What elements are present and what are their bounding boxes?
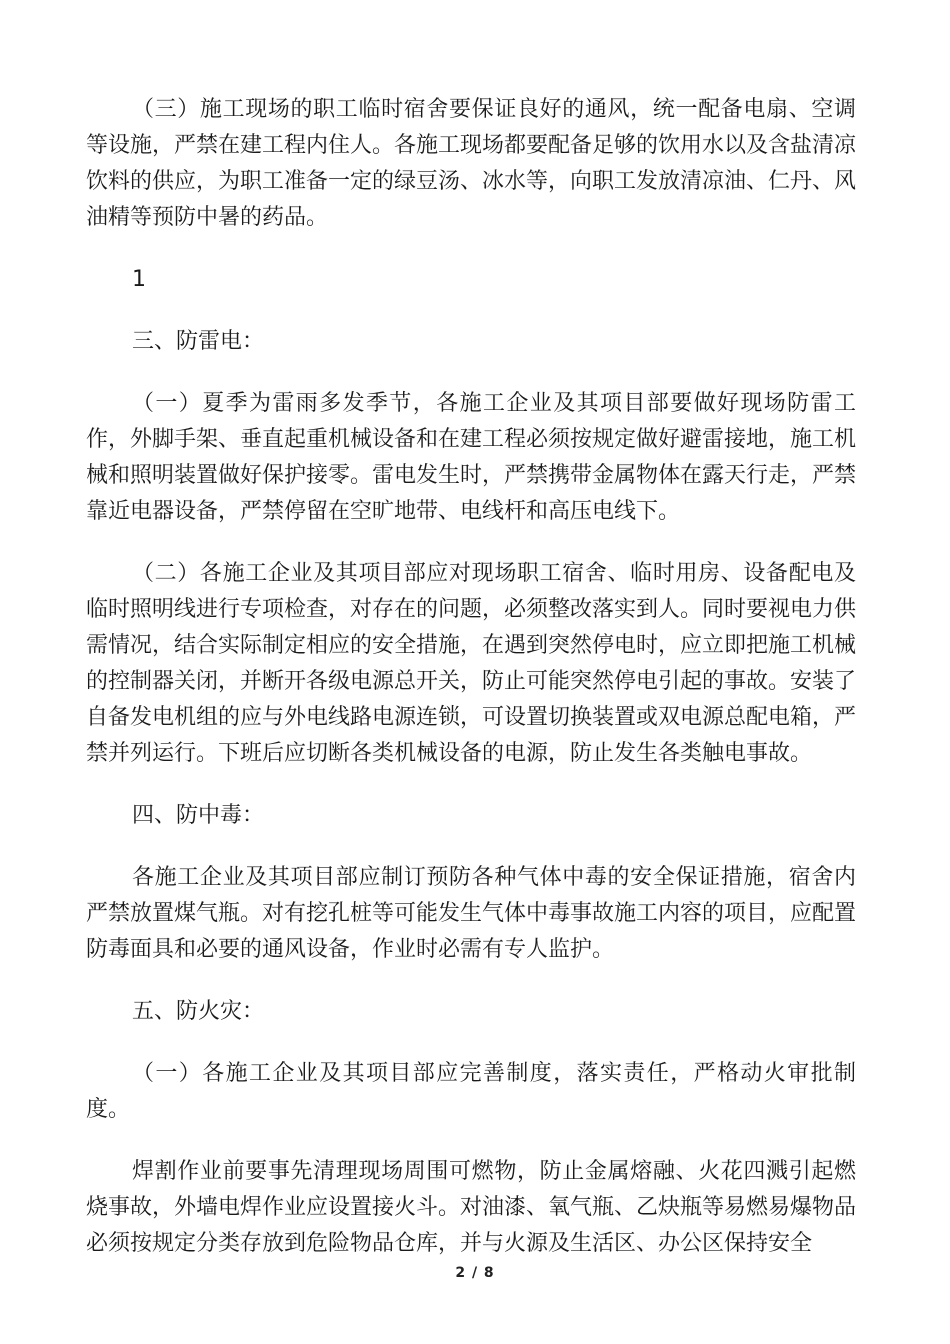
document-body bbox=[86, 92, 856, 1262]
section-heading-fire: 五、防火灾： bbox=[132, 999, 265, 1024]
paragraph-fire-1: （一）各施工企业及其项目部应完善制度，落实责任，严格动火审批制度。 bbox=[86, 1061, 856, 1122]
paragraph-fire-welding: 焊割作业前要事先清理现场周围可燃物，防止金属熔融、火花四溅引起燃烧事故，外墙电焊作业应设置接火斗。对油漆、氧气瓶、乙炔瓶等易燃易爆物品必须按规定分类存放到危险物品仓库，并与火源及生活区、办公区保持安全 bbox=[86, 1159, 857, 1256]
paragraph-poisoning: 各施工企业及其项目部应制订预防各种气体中毒的安全保证措施，宿舍内严禁放置煤气瓶。对有挖孔桩等可能发生气体中毒事故施工内容的项目，应配置防毒面具和必要的通风设备，作业时必需有专人监护。 bbox=[86, 865, 857, 962]
section-heading-poisoning: 四、防中毒： bbox=[132, 803, 265, 828]
paragraph-lightning-2: （二）各施工企业及其项目部应对现场职工宿舍、临时用房、设备配电及临时照明线进行专项检查，对存在的问题，必须整改落实到人。同时要视电力供需情况，结合实际制定相应的安全措施，在遇到突然停电时，应立即把施工机械的控制器关闭，并断开各级电源总开关，防止可能突然停电引起的事故。安装了自备发电机组的应与外电线路电源连锁，可设置切换装置或双电源总配电箱，严禁并列运行。下班后应切断各类机械设备的电源，防止发生各类触电事故。 bbox=[86, 561, 857, 766]
section-heading-lightning: 三、防雷电： bbox=[132, 329, 265, 354]
paragraph-number: 1 bbox=[132, 267, 146, 292]
page-indicator: 2 / 8 bbox=[455, 1265, 495, 1281]
paragraph-heatstroke-dormitory: （三）施工现场的职工临时宿舍要保证良好的通风，统一配备电扇、空调等设施，严禁在建工程内住人。各施工现场都要配备足够的饮用水以及含盐清凉饮料的供应，为职工准备一定的绿豆汤、冰水等，向职工发放清凉油、仁丹、风油精等预防中暑的药品。 bbox=[86, 97, 857, 230]
paragraph-lightning-1: （一）夏季为雷雨多发季节，各施工企业及其项目部要做好现场防雷工作，外脚手架、垂直起重机械设备和在建工程必须按规定做好避雷接地，施工机械和照明装置做好保护接零。雷电发生时，严禁携带金属物体在露天行走，严禁靠近电器设备，严禁停留在空旷地带、电线杆和高压电线下。 bbox=[86, 391, 857, 524]
